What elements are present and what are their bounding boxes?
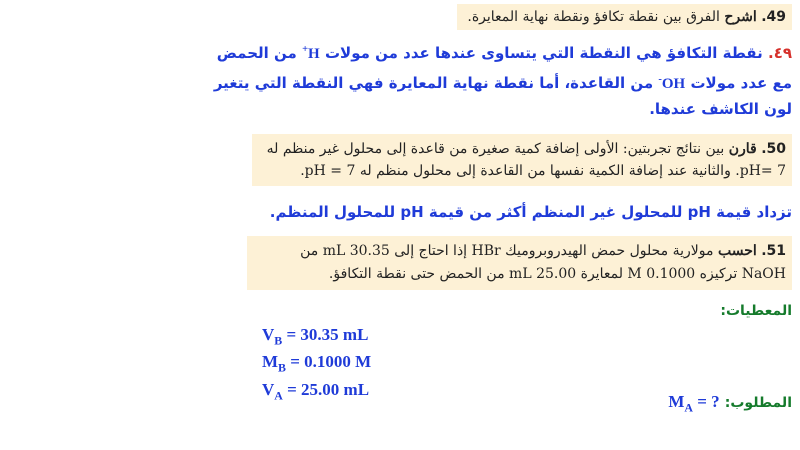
required-value: $M_A$ = ? [668,392,720,415]
answer-line-1: ٤٩. نقطة التكافؤ هي النقطة التي يتساوى عندها عدد من مولات H+ من الحمض [216,44,792,62]
given-item: $V_A = 25.00$ mL [262,379,370,403]
answer-50: تزداد قيمة pH للمحلول غير المنظم أكثر من قيمة pH للمحلول المنظم. [269,203,792,221]
question-49 [457,4,792,30]
question-line-2: NaOH تركيزه 0.1000 M لمعايرة 25.00 mL من الحمض حتى نقطة التكافؤ. [328,266,786,282]
question-verb: اشرح [724,9,757,25]
given-values [262,324,371,406]
given-item: $M_B = 0.1000$ M [262,352,372,375]
question-number: 50. [761,141,786,157]
question-number: 49. [761,9,786,25]
question-50 [252,134,792,186]
answer-line-3: لون الكاشف عندها. [649,100,792,118]
required-label: المطلوب: [724,395,792,411]
required-row [668,392,792,415]
hydrogen-ion: H+ [302,44,320,62]
answer-number: ٤٩. [767,44,792,62]
question-line-1: مولارية محلول حمض الهيدروبروميك HBr إذا احتاج إلى 30.35 mL من [300,243,714,259]
question-text: الفرق بين نقطة تكافؤ ونقطة نهاية المعايرة. [467,9,720,25]
given-label: المعطيات: [720,303,792,319]
question-verb: قارن [728,141,757,157]
given-item: $V_B = 30.35$ mL [262,325,369,348]
answer-49 [8,37,792,122]
question-line-2: pH= 7. والثانية عند إضافة الكمية نفسها من القاعدة إلى محلول منظم له pH = 7. [300,163,786,179]
question-51 [247,236,792,290]
question-line-1: بين نتائج تجربتين: الأولى إضافة كمية صغيرة من قاعدة إلى محلول غير منظم له [266,141,725,157]
question-number: 51. [761,243,786,259]
hydroxide-ion: OH- [658,74,686,92]
question-verb: احسب [717,243,757,259]
answer-line-2: مع عدد مولات OH- من القاعدة، أما نقطة نهاية المعايرة فهي النقطة التي يتغير [213,74,792,92]
